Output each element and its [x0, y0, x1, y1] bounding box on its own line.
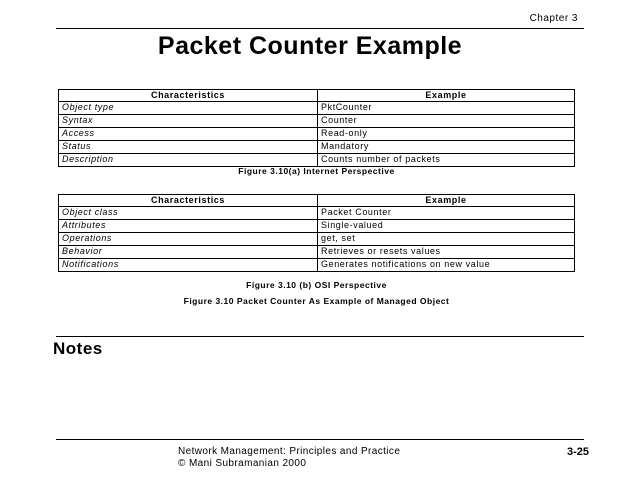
footer-divider [56, 439, 584, 440]
characteristic-cell: Access [59, 128, 318, 141]
characteristic-cell: Object class [59, 207, 318, 220]
example-cell: Counts number of packets [318, 154, 575, 167]
osi-perspective-table [58, 194, 575, 272]
header-divider [56, 28, 584, 29]
characteristic-cell: Attributes [59, 220, 318, 233]
page-title: Packet Counter Example [157, 32, 463, 60]
table-row [59, 259, 575, 272]
column-header: Characteristics [59, 90, 318, 102]
characteristic-cell: Operations [59, 233, 318, 246]
example-cell: get, set [318, 233, 575, 246]
footer-copyright: © Mani Subramanian 2000 [178, 458, 307, 469]
example-cell: Single-valued [318, 220, 575, 233]
characteristic-cell: Notifications [59, 259, 318, 272]
characteristic-cell: Description [59, 154, 318, 167]
example-cell: Generates notifications on new value [318, 259, 575, 272]
example-cell: PktCounter [318, 102, 575, 115]
characteristic-cell: Syntax [59, 115, 318, 128]
column-header: Example [318, 90, 575, 102]
figure-caption-main: Figure 3.10 Packet Counter As Example of Managed Object [183, 296, 450, 306]
internet-perspective-table [58, 89, 575, 167]
table-row [59, 141, 575, 154]
characteristic-cell: Behavior [59, 246, 318, 259]
figure-caption-b: Figure 3.10 (b) OSI Perspective [246, 280, 387, 290]
table-row [59, 207, 575, 220]
figure-caption-a: Figure 3.10(a) Internet Perspective [238, 166, 395, 176]
characteristic-cell: Status [59, 141, 318, 154]
notes-divider [56, 336, 584, 337]
table-row [59, 115, 575, 128]
table-row [59, 220, 575, 233]
example-cell: Packet Counter [318, 207, 575, 220]
notes-heading: Notes [53, 339, 103, 358]
characteristic-cell: Object type [59, 102, 318, 115]
column-header: Example [318, 195, 575, 207]
footer-book-title: Network Management: Principles and Practice [178, 446, 401, 457]
example-cell: Retrieves or resets values [318, 246, 575, 259]
example-cell: Counter [318, 115, 575, 128]
table-row [59, 233, 575, 246]
table-row [59, 102, 575, 115]
table-header-row [59, 90, 575, 102]
example-cell: Read-only [318, 128, 575, 141]
chapter-label: Chapter 3 [529, 13, 578, 24]
table-row [59, 128, 575, 141]
example-cell: Mandatory [318, 141, 575, 154]
table-row [59, 154, 575, 167]
table-row [59, 246, 575, 259]
page-number: 3-25 [566, 446, 589, 458]
table-header-row [59, 195, 575, 207]
footer-credit [178, 446, 400, 470]
column-header: Characteristics [59, 195, 318, 207]
